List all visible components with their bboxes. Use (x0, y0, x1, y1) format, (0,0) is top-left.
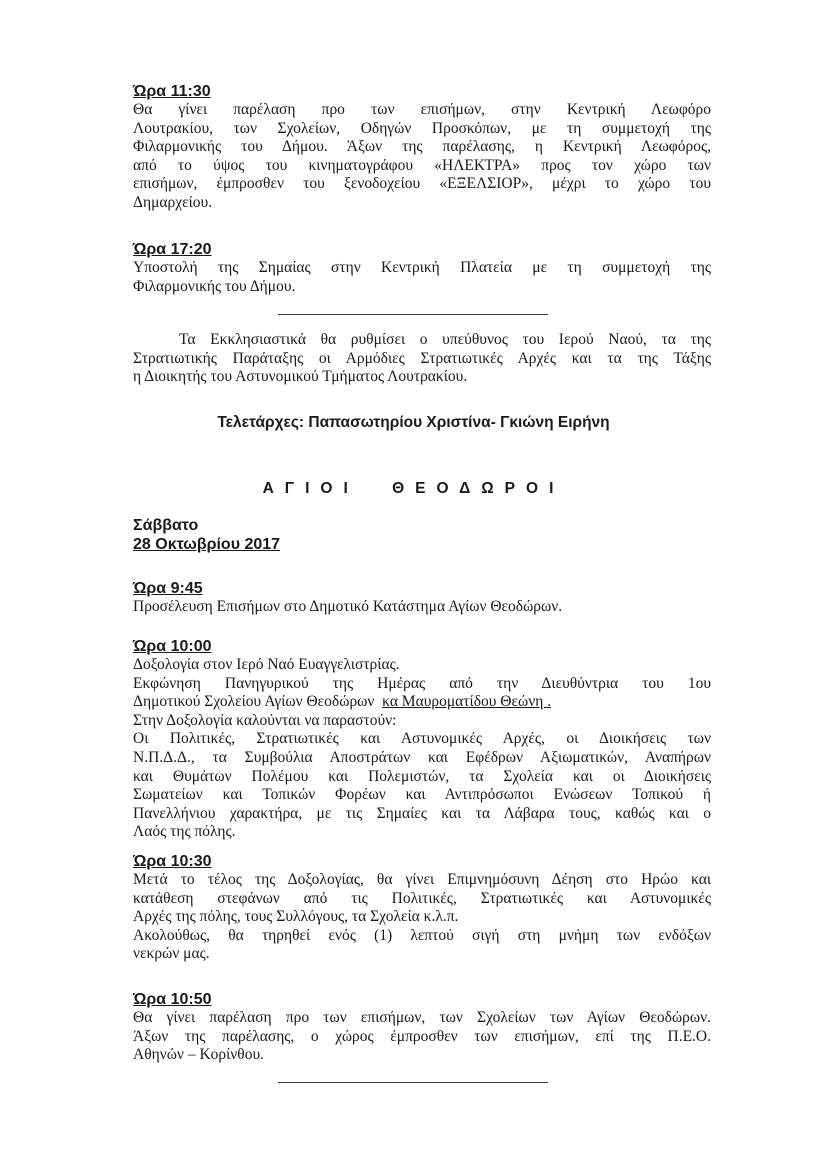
date-full: 28 Οκτωβρίου 2017 (133, 536, 281, 553)
church-line-2: Στρατιωτικής Παράταξης οι Αρμόδιες Στρατιωτικές Αρχές και τα της Τάξης (133, 349, 711, 367)
section-1050 (133, 990, 711, 1065)
section-1130-line-5: επισήμων, έμπροσθεν του ξενοδοχείου «ΕΞΕΛΣΙΟΡ», μέχρι το χώρο του (133, 175, 711, 193)
section-1130-line-2: Λουτρακίου, των Σχολείων, Οδηγών Προσκόπων, με τη συμμετοχή της (133, 119, 711, 137)
date-day: Σάββατο (133, 517, 199, 534)
ceremony-masters: Τελετάρχες: Παπασωτηρίου Χριστίνα- Γκιώνη Ειρήνη (217, 414, 610, 431)
church-line-3: η Διοικητής του Αστυνομικού Τμήματος Λουτρακίου. (133, 368, 468, 386)
section-1130-line-1: Θα γίνει παρέλαση προ των επισήμων, στην Κεντρική Λεωφόρο (133, 101, 711, 118)
section-1000-line-5: Οι Πολιτικές, Στρατιωτικές και Αστυνομικές Αρχές, οι Διοικήσεις των (133, 730, 711, 748)
section-1720 (133, 240, 711, 296)
church-line-1: Τα Εκκλησιαστικά θα ρυθμίσει ο υπεύθυνος του Ιερού Ναού, τα της (179, 331, 711, 348)
section-1050-line-2: Άξων της παρέλασης, ο χώρος έμπροσθεν των επισήμων, επί της Π.Ε.Ο. (133, 1027, 711, 1045)
section-1000-line-10: Λαός της πόλης. (133, 823, 236, 841)
section-1720-line-2: Φιλαρμονικής του Δήμου. (133, 277, 296, 295)
section-1030-line-2: κατάθεση στεφάνων από τις Πολιτικές, Στρατιωτικές και Αστυνομικές (133, 889, 711, 907)
time-heading-1030: Ώρα 10:30 (133, 853, 212, 870)
time-heading-1720: Ώρα 17:20 (133, 241, 212, 258)
time-heading-1050: Ώρα 10:50 (133, 991, 212, 1008)
section-0945 (133, 579, 711, 617)
section-1000-school: Δημοτικού Σχολείου Αγίων Θεοδώρων (133, 693, 375, 711)
section-1000-line-9: Πανελλήνιου χαρακτήρα, με τις Σημαίες και τα Λάβαρα τους, καθώς και ο (133, 804, 711, 822)
section-1000-line-3 (133, 693, 711, 712)
time-heading-1000: Ώρα 10:00 (133, 638, 212, 655)
section-1030-line-4: Ακολούθως, θα τηρηθεί ενός (1) λεπτού σιγή στη μνήμη των ενδόξων (133, 926, 711, 944)
section-1000-line-7: και Θυμάτων Πολέμου και Πολεμιστών, τα Σχολεία και οι Διοικήσεις (133, 767, 711, 785)
section-1050-line-1: Θα γίνει παρέλαση προ των επισήμων, των Σχολείων των Αγίων Θεοδώρων. (133, 1009, 711, 1026)
time-heading-0945: Ώρα 9:45 (133, 580, 203, 597)
divider-1 (278, 314, 548, 315)
section-1000-line-8: Σωματείων και Τοπικών Φορέων και Αντιπρόσωποι Ενώσεων Τοπικού ή (133, 786, 711, 804)
section-1000-line-1: Δοξολογία στον Ιερό Ναό Ευαγγελιστρίας. (133, 656, 400, 673)
section-1130-line-6: Δημαρχείου. (133, 193, 213, 211)
section-0945-line-1: Προσέλευση Επισήμων στο Δημοτικό Κατάστημα Αγίων Θεοδώρων. (133, 598, 563, 615)
church-paragraph (133, 331, 711, 387)
divider-2 (278, 1082, 548, 1083)
speaker-name: κα Μαυροματίδου Θεώνη . (382, 693, 552, 711)
section-1030-line-5: νεκρών μας. (133, 945, 210, 963)
section-1030 (133, 852, 711, 964)
section-1130-line-4: από το ύψος του κινηματογράφου «ΗΛΕΚΤΡΑ» προς τον χώρο των (133, 156, 711, 174)
town-title: ΑΓΙΟΙ ΘΕΟΔΩΡΟΙ (262, 480, 565, 497)
section-1130 (133, 82, 711, 213)
section-1050-line-3: Αθηνών – Κορίνθου. (133, 1046, 265, 1064)
section-1030-line-1: Μετά το τέλος της Δοξολογίας, θα γίνει Επιμνημόσυνη Δέηση στο Ηρώο και (133, 871, 711, 888)
section-1000-line-2: Εκφώνηση Πανηγυρικού της Ημέρας από την Διευθύντρια του 1ου (133, 674, 711, 692)
section-1000-line-6: Ν.Π.Δ.Δ., τα Συμβούλια Αποστράτων και Εφέδρων Αξιωματικών, Αναπήρων (133, 748, 711, 766)
date-block (133, 516, 711, 554)
section-1000-line-4: Στην Δοξολογία καλούνται να παραστούν: (133, 711, 397, 729)
section-1720-line-1: Υποστολή της Σημαίας στην Κεντρική Πλατεία με τη συμμετοχή της (133, 259, 711, 276)
section-1130-line-3: Φιλαρμονικής του Δήμου. Άξων της παρέλασης, η Κεντρική Λεωφόρος, (133, 138, 711, 156)
time-heading-1130: Ώρα 11:30 (133, 83, 211, 100)
section-1030-line-3: Αρχές της πόλης, τους Συλλόγους, τα Σχολεία κ.λ.π. (133, 908, 459, 926)
section-1000 (133, 637, 711, 842)
